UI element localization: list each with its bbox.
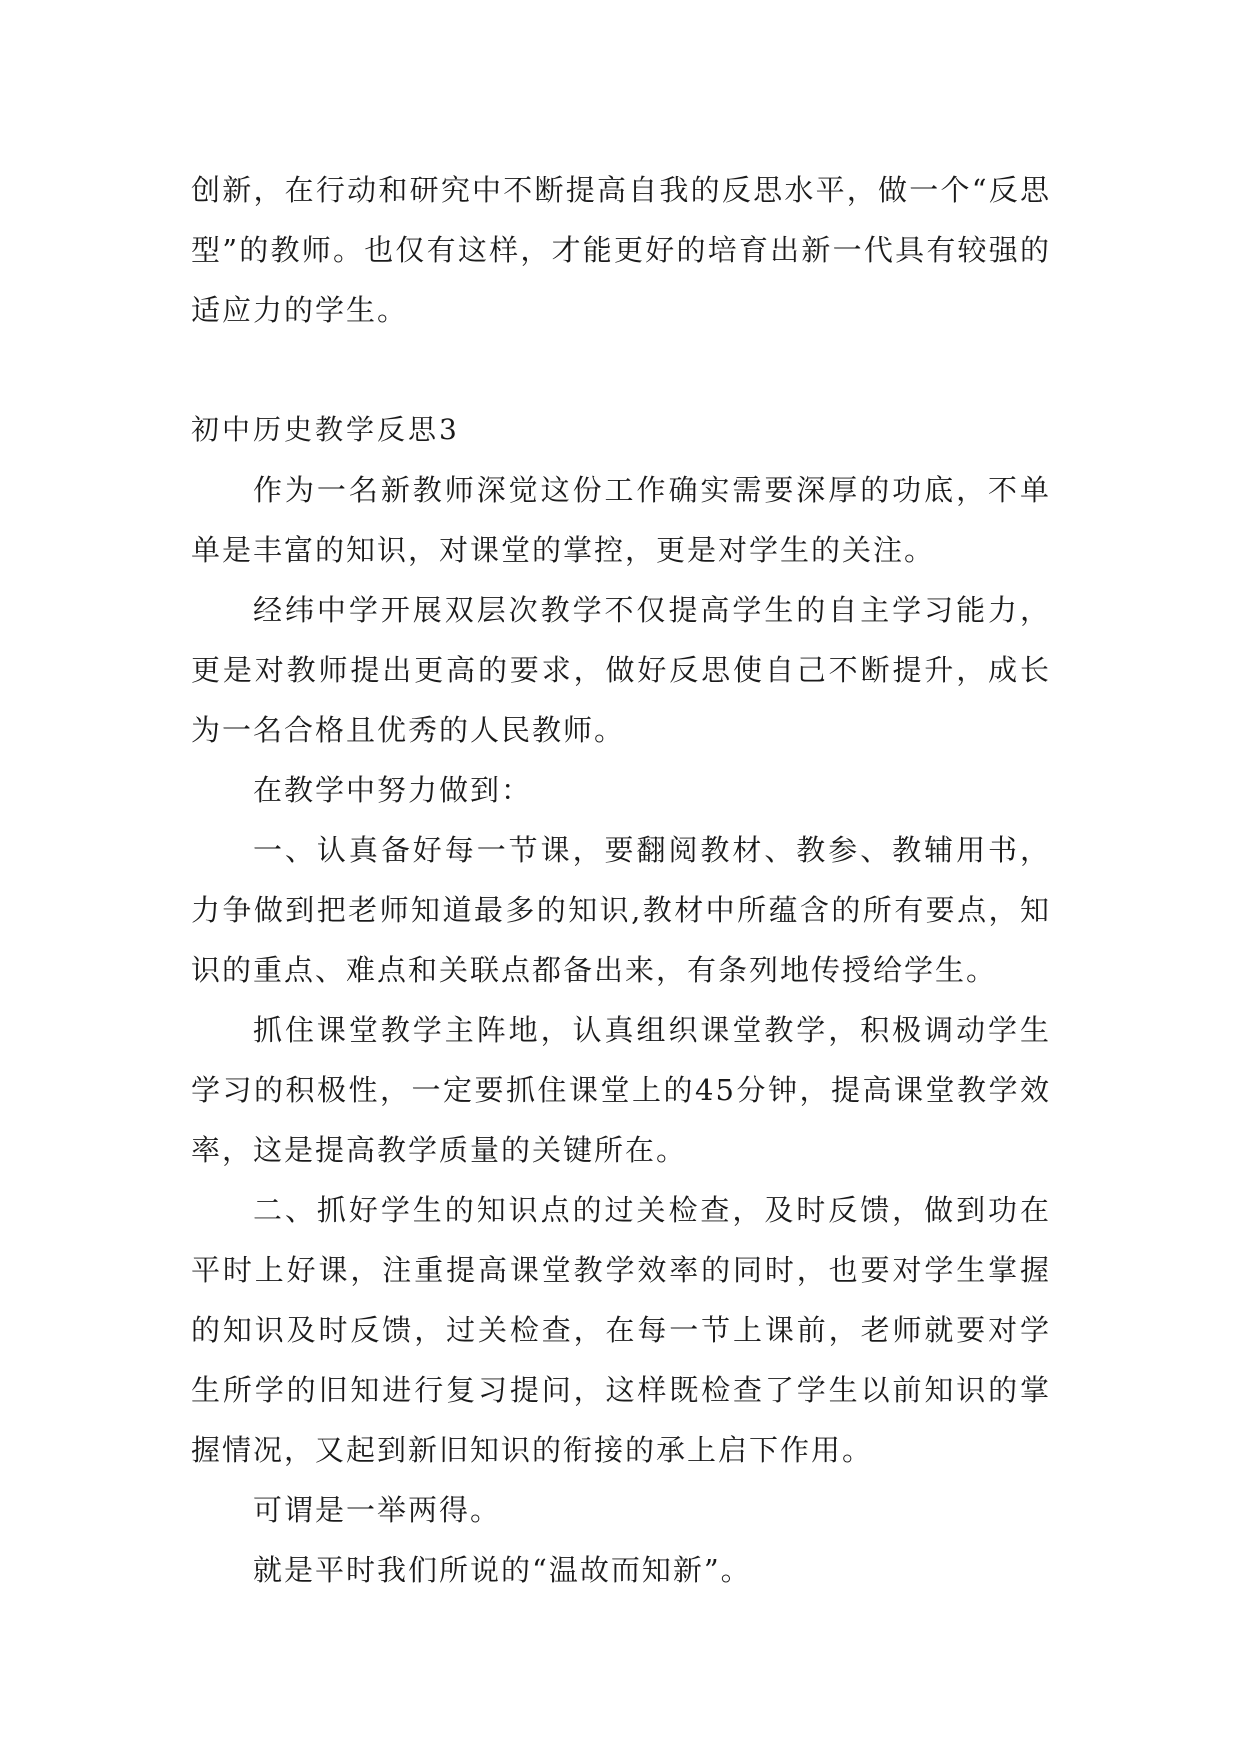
paragraph: 抓住课堂教学主阵地，认真组织课堂教学，积极调动学生学习的积极性，一定要抓住课堂上的45分钟，提高课堂教学效率，这是提高教学质量的关键所在。	[191, 1013, 1051, 1167]
paragraph: 在教学中努力做到：	[253, 773, 533, 807]
document-body	[191, 160, 1051, 1600]
paragraph-continuation: 创新，在行动和研究中不断提高自我的反思水平，做一个“反思型”的教师。也仅有这样，才能更好的培育出新一代具有较强的适应力的学生。	[191, 173, 1051, 327]
paragraph: 可谓是一举两得。	[253, 1493, 502, 1527]
paragraph: 作为一名新教师深觉这份工作确实需要深厚的功底，不单单是丰富的知识，对课堂的掌控，更是对学生的关注。	[191, 473, 1051, 567]
paragraph: 就是平时我们所说的“温故而知新”。	[253, 1553, 752, 1587]
section-heading: 初中历史教学反思3	[191, 413, 460, 446]
paragraph: 一、认真备好每一节课，要翻阅教材、教参、教辅用书，力争做到把老师知道最多的知识,教材中所蕴含的所有要点，知识的重点、难点和关联点都备出来，有条列地传授给学生。	[191, 833, 1051, 987]
paragraph: 二、抓好学生的知识点的过关检查，及时反馈，做到功在平时上好课，注重提高课堂教学效率的同时，也要对学生掌握的知识及时反馈，过关检查，在每一节上课前，老师就要对学生所学的旧知进行复习提问，这样既检查了学生以前知识的掌握情况，又起到新旧知识的衔接的承上启下作用。	[191, 1193, 1051, 1467]
paragraph: 经纬中学开展双层次教学不仅提高学生的自主学习能力，更是对教师提出更高的要求，做好反思使自己不断提升，成长为一名合格且优秀的人民教师。	[191, 593, 1051, 747]
